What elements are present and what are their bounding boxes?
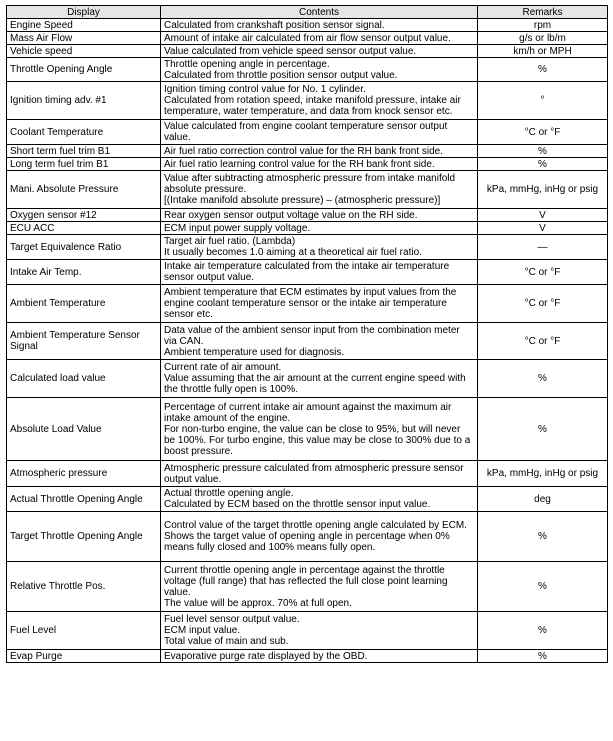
contents-line: ECM input value.: [164, 625, 241, 636]
contents-cell: [161, 562, 478, 612]
table-row: [7, 650, 608, 663]
contents-line: Shows the target value of opening angle in percentage when 0% means fully closed and 100% means fully open.: [164, 531, 450, 553]
contents-cell: [161, 285, 478, 323]
table-row: [7, 82, 608, 120]
display-cell: Relative Throttle Pos.: [7, 562, 161, 612]
remarks-cell: °C or °F: [478, 120, 608, 145]
table-header-row: [7, 6, 608, 19]
remarks-cell: V: [478, 222, 608, 235]
table-row: [7, 222, 608, 235]
display-cell: Short term fuel trim B1: [7, 145, 161, 158]
remarks-cell: V: [478, 209, 608, 222]
table-row: [7, 562, 608, 612]
contents-line: Amount of intake air calculated from air flow sensor output value.: [164, 32, 451, 44]
table-row: [7, 512, 608, 562]
remarks-cell: rpm: [478, 19, 608, 32]
table-row: [7, 260, 608, 285]
remarks-cell: %: [478, 145, 608, 158]
remarks-cell: %: [478, 650, 608, 663]
contents-line: Current throttle opening angle in percentage against the throttle voltage (full range) that has reflected the full close point learning value.: [164, 564, 448, 598]
header-contents: Contents: [161, 6, 478, 19]
remarks-cell: %: [478, 158, 608, 171]
table-row: [7, 19, 608, 32]
remarks-cell: %: [478, 398, 608, 461]
remarks-cell: °C or °F: [478, 323, 608, 360]
display-cell: Calculated load value: [7, 360, 161, 398]
remarks-cell: %: [478, 360, 608, 398]
remarks-cell: deg: [478, 487, 608, 512]
contents-line: Percentage of current intake air amount against the maximum air intake amount of the engine.: [164, 401, 452, 424]
contents-line: It usually becomes 1.0 aiming at a theoretical air fuel ratio.: [164, 247, 422, 258]
contents-cell: [161, 260, 478, 285]
display-cell: Absolute Load Value: [7, 398, 161, 461]
table-row: [7, 45, 608, 58]
remarks-cell: —: [478, 235, 608, 260]
contents-line: Calculated from rotation speed, intake manifold pressure, intake air temperature, water temperature, and data from knock sensor etc.: [164, 95, 461, 117]
contents-line: ECM input power supply voltage.: [164, 222, 311, 234]
contents-line: Value calculated from engine coolant temperature sensor output value.: [164, 121, 448, 143]
display-cell: Long term fuel trim B1: [7, 158, 161, 171]
contents-cell: [161, 612, 478, 650]
contents-cell: [161, 145, 478, 158]
contents-line: Value assuming that the air amount at the current engine speed with the throttle fully open is 100%.: [164, 373, 466, 395]
table-row: [7, 120, 608, 145]
remarks-cell: g/s or lb/m: [478, 32, 608, 45]
contents-cell: [161, 158, 478, 171]
display-cell: Actual Throttle Opening Angle: [7, 487, 161, 512]
contents-line: Atmospheric pressure calculated from atmospheric pressure sensor output value.: [164, 462, 464, 485]
table-body: [7, 19, 608, 663]
contents-line: Value after subtracting atmospheric pressure from intake manifold absolute pressure.: [164, 173, 456, 195]
contents-cell: [161, 209, 478, 222]
contents-line: Actual throttle opening angle.: [164, 488, 294, 499]
table-row: [7, 32, 608, 45]
display-cell: ECU ACC: [7, 222, 161, 235]
display-cell: Atmospheric pressure: [7, 461, 161, 487]
contents-line: Calculated from crankshaft position sensor signal.: [164, 19, 385, 31]
contents-line: Control value of the target throttle opening angle calculated by ECM.: [164, 520, 467, 531]
contents-cell: [161, 222, 478, 235]
header-remarks: Remarks: [478, 6, 608, 19]
contents-cell: [161, 461, 478, 487]
display-cell: Target Throttle Opening Angle: [7, 512, 161, 562]
table-row: [7, 171, 608, 209]
remarks-cell: %: [478, 512, 608, 562]
contents-cell: [161, 19, 478, 32]
display-cell: Ambient Temperature Sensor Signal: [7, 323, 161, 360]
contents-line: Target air fuel ratio. (Lambda): [164, 236, 296, 247]
table-row: [7, 158, 608, 171]
remarks-cell: kPa, mmHg, inHg or psig: [478, 171, 608, 209]
remarks-cell: °C or °F: [478, 285, 608, 323]
contents-cell: [161, 82, 478, 120]
contents-line: Fuel level sensor output value.: [164, 614, 300, 625]
remarks-cell: kPa, mmHg, inHg or psig: [478, 461, 608, 487]
contents-line: Air fuel ratio correction control value for the RH bank front side.: [164, 145, 444, 157]
remarks-cell: °C or °F: [478, 260, 608, 285]
display-cell: Ambient Temperature: [7, 285, 161, 323]
contents-line: Calculated by ECM based on the throttle sensor input value.: [164, 499, 431, 510]
contents-cell: [161, 58, 478, 82]
data-display-table: [6, 5, 608, 663]
contents-cell: [161, 171, 478, 209]
contents-line: Value calculated from vehicle speed sensor output value.: [164, 45, 417, 57]
contents-line: Throttle opening angle in percentage.: [164, 58, 330, 70]
contents-line: Data value of the ambient sensor input from the combination meter via CAN.: [164, 324, 460, 347]
contents-line: Intake air temperature calculated from the intake air temperature sensor output value.: [164, 261, 450, 283]
contents-cell: [161, 235, 478, 260]
display-cell: Mass Air Flow: [7, 32, 161, 45]
contents-line: Rear oxygen sensor output voltage value on the RH side.: [164, 209, 418, 221]
remarks-cell: %: [478, 58, 608, 82]
contents-line: The value will be approx. 70% at full open.: [164, 597, 352, 609]
contents-cell: [161, 323, 478, 360]
contents-cell: [161, 45, 478, 58]
display-cell: Mani. Absolute Pressure: [7, 171, 161, 209]
display-cell: Engine Speed: [7, 19, 161, 32]
table-row: [7, 235, 608, 260]
table-row: [7, 612, 608, 650]
table-row: [7, 461, 608, 487]
remarks-cell: %: [478, 562, 608, 612]
contents-cell: [161, 487, 478, 512]
remarks-cell: %: [478, 612, 608, 650]
table-row: [7, 487, 608, 512]
contents-line: Air fuel ratio learning control value for the RH bank front side.: [164, 158, 435, 170]
display-cell: Evap Purge: [7, 650, 161, 663]
display-cell: Vehicle speed: [7, 45, 161, 58]
contents-line: Ambient temperature used for diagnosis.: [164, 346, 345, 358]
display-cell: Ignition timing adv. #1: [7, 82, 161, 120]
contents-line: [(Intake manifold absolute pressure) – (atmospheric pressure)]: [164, 195, 441, 206]
remarks-cell: °: [478, 82, 608, 120]
table-row: [7, 323, 608, 360]
contents-cell: [161, 650, 478, 663]
contents-line: Evaporative purge rate displayed by the OBD.: [164, 650, 368, 662]
contents-cell: [161, 360, 478, 398]
display-cell: Intake Air Temp.: [7, 260, 161, 285]
display-cell: Throttle Opening Angle: [7, 58, 161, 82]
table-row: [7, 285, 608, 323]
display-cell: Target Equivalence Ratio: [7, 235, 161, 260]
contents-line: Total value of main and sub.: [164, 636, 289, 647]
display-cell: Fuel Level: [7, 612, 161, 650]
contents-cell: [161, 512, 478, 562]
contents-cell: [161, 120, 478, 145]
contents-cell: [161, 32, 478, 45]
table-row: [7, 209, 608, 222]
contents-line: Current rate of air amount.: [164, 362, 282, 373]
contents-line: Calculated from throttle position sensor output value.: [164, 69, 398, 81]
header-display: Display: [7, 6, 161, 19]
display-cell: Oxygen sensor #12: [7, 209, 161, 222]
remarks-cell: km/h or MPH: [478, 45, 608, 58]
contents-cell: [161, 398, 478, 461]
table-row: [7, 360, 608, 398]
contents-line: For non-turbo engine, the value can be close to 95%, but will never be 100%. For turbo engine, this value may be close to 300% due to a boost pressure.: [164, 423, 471, 457]
table-row: [7, 145, 608, 158]
contents-line: Ignition timing control value for No. 1 cylinder.: [164, 84, 366, 95]
table-row: [7, 58, 608, 82]
table-row: [7, 398, 608, 461]
contents-line: Ambient temperature that ECM estimates by input values from the engine coolant temperature sensor or the intake air temperature sensor etc.: [164, 287, 457, 320]
display-cell: Coolant Temperature: [7, 120, 161, 145]
